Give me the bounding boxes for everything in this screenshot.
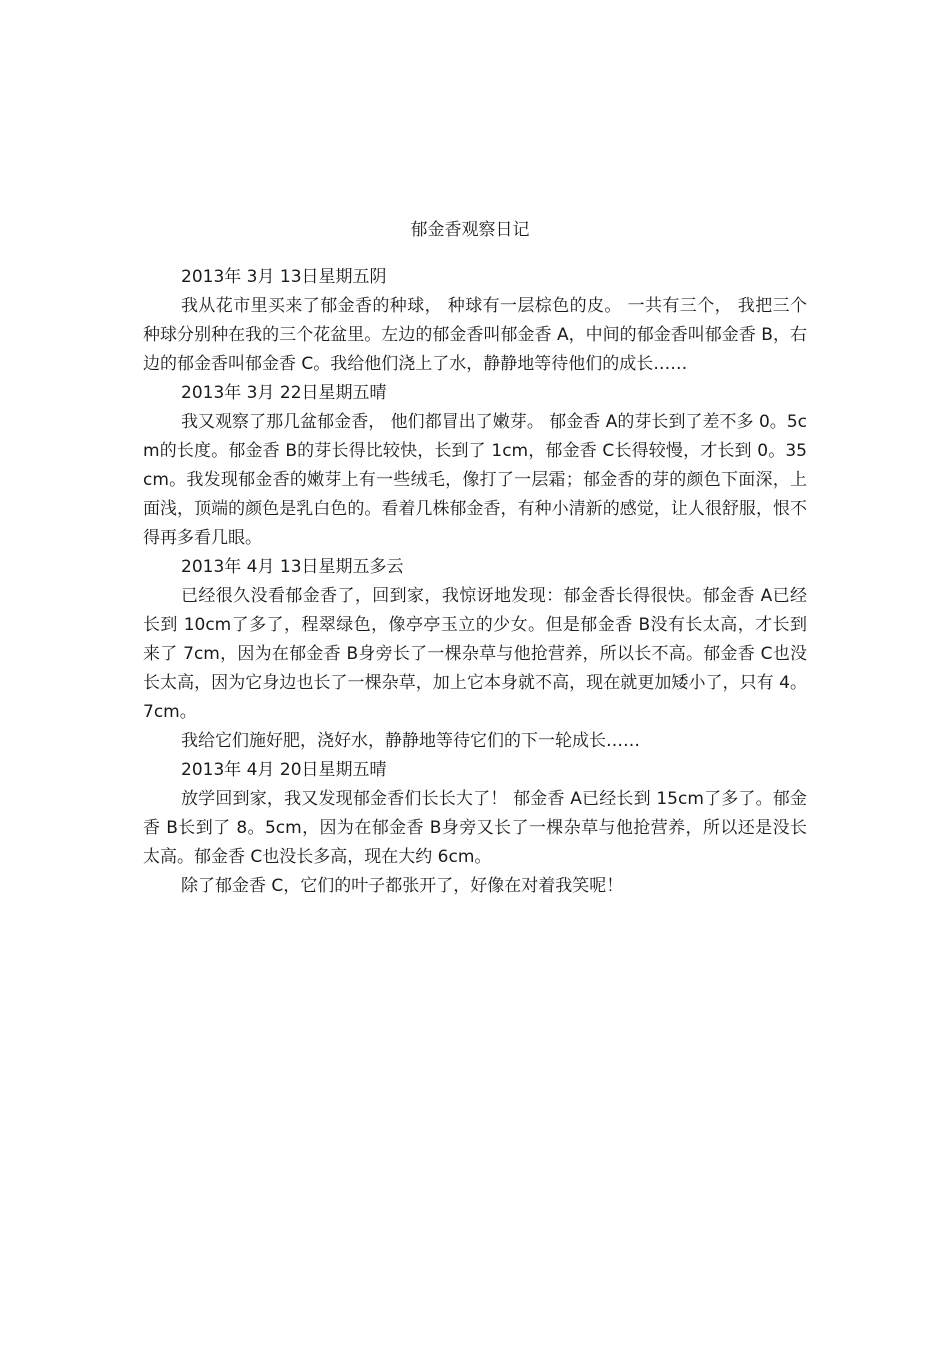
entry-date: 2013年 4月 20日星期五晴 [181,760,387,780]
entry-paragraph: 已经很久没看郁金香了，回到家，我惊讶地发现：郁金香长得很快。郁金香 A已经长到 10cm了多了，程翠绿色，像亭亭玉立的少女。但是郁金香 B没有长太高，才长到来了 7cm，因为在郁金香 B身旁长了一棵杂草与他抢营养，所以长不高。郁金香 C也没长太高，因为它身边也长了一棵杂草，加上它本身就不高，现在就更加矮小了，只有 4。7cm。 [143,586,807,722]
diary-entry [143,263,807,379]
entry-paragraph: 除了郁金香 C，它们的叶子都张开了，好像在对着我笑呢！ [181,876,624,896]
entry-paragraph: 放学回到家，我又发现郁金香们长长大了！ 郁金香 A已经长到 15cm了多了。郁金香 B长到了 8。5cm，因为在郁金香 B身旁又长了一棵杂草与他抢营养，所以还是没长太高。郁金香 C也没长多高，现在大约 6cm。 [143,789,807,867]
entry-date: 2013年 3月 22日星期五晴 [181,383,387,403]
entry-date: 2013年 4月 13日星期五多云 [181,557,404,577]
diary-entry [143,379,807,553]
entry-paragraph: 我从花市里买来了郁金香的种球， 种球有一层棕色的皮。 一共有三个， 我把三个种球分别种在我的三个花盆里。左边的郁金香叫郁金香 A，中间的郁金香叫郁金香 B，右边的郁金香叫郁金香 C。我给他们浇上了水，静静地等待他们的成长…… [143,296,807,374]
entry-paragraph: 我又观察了那几盆郁金香， 他们都冒出了嫩芽。 郁金香 A的芽长到了差不多 0。5cm的长度。郁金香 B的芽长得比较快，长到了 1cm，郁金香 C长得较慢，才长到 0。35cm。我发现郁金香的嫩芽上有一些绒毛，像打了一层霜；郁金香的芽的颜色下面深，上面浅，顶端的颜色是乳白色的。看着几株郁金香，有种小清新的感觉，让人很舒服，恨不得再多看几眼。 [143,412,807,548]
diary-body [143,263,807,901]
document-title: 郁金香观察日记 [410,220,530,240]
diary-entry [143,756,807,901]
entry-paragraph: 我给它们施好肥，浇好水，静静地等待它们的下一轮成长…… [181,731,640,751]
entry-date: 2013年 3月 13日星期五阴 [181,267,387,287]
diary-entry [143,553,807,756]
